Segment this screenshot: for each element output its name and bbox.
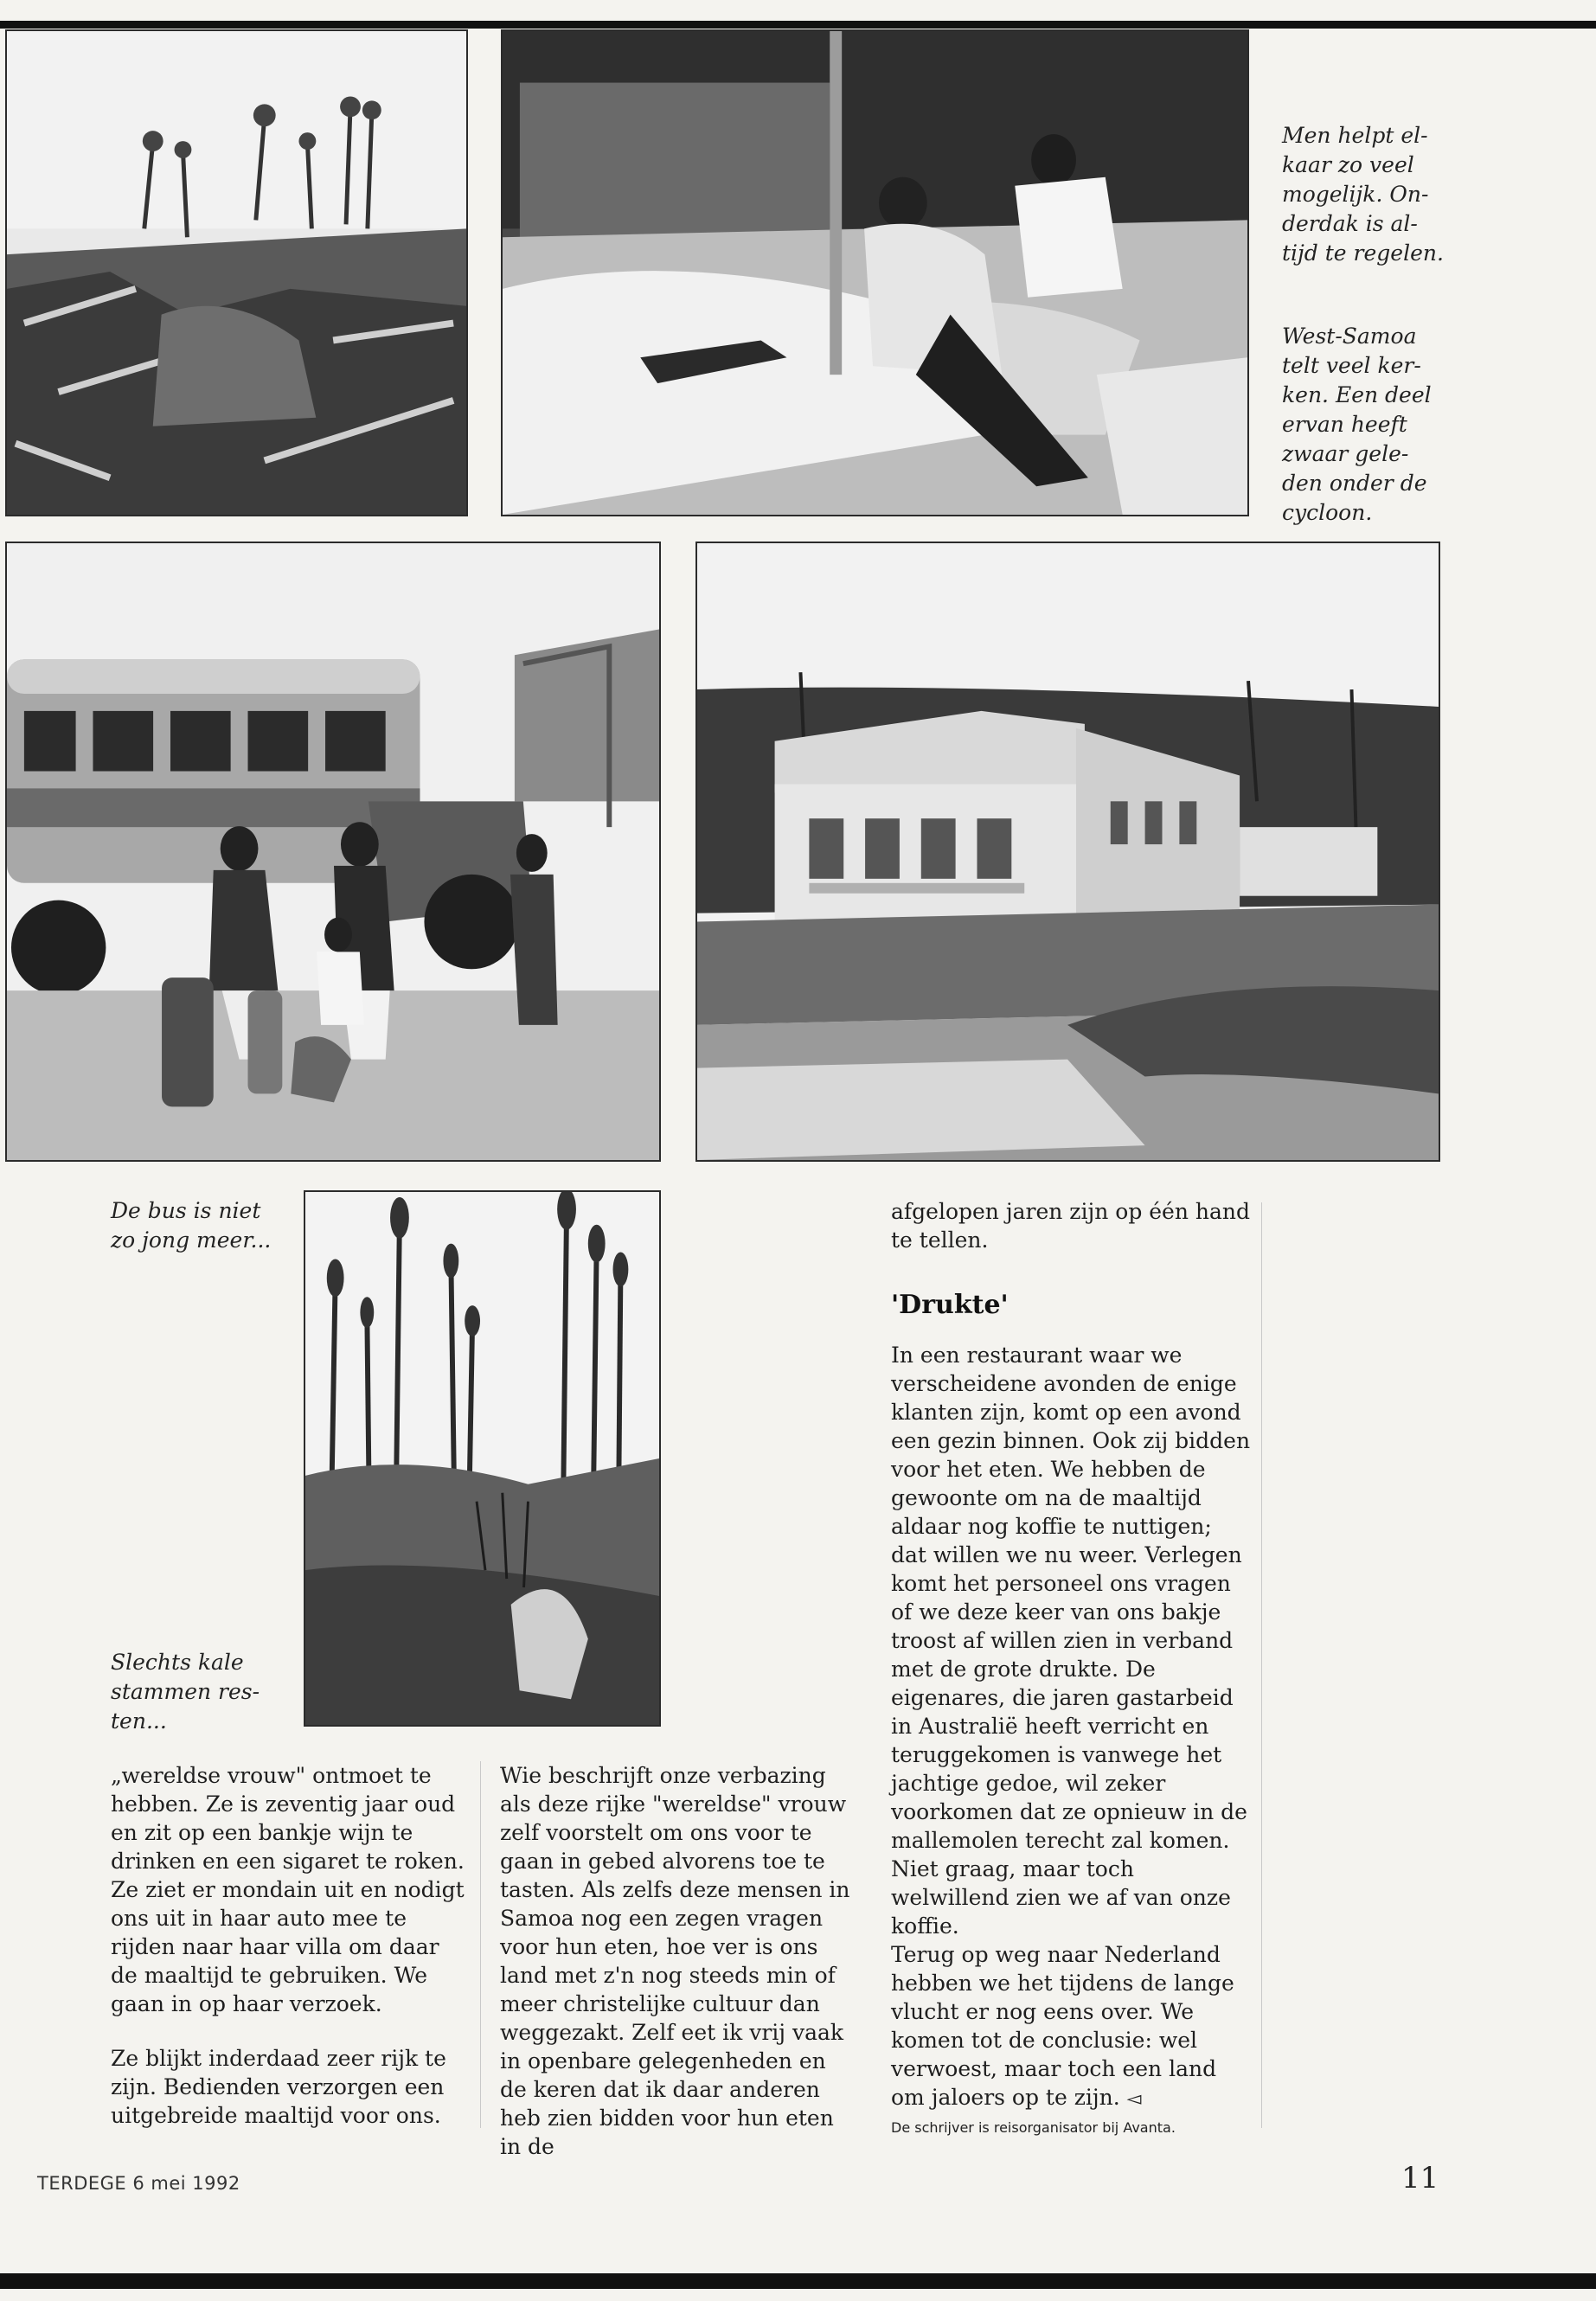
column-divider [480,1761,481,2128]
caption-bus: De bus is niet zo jong meer... [111,1198,272,1253]
end-mark-icon: ◅ [1126,2088,1142,2110]
caption-help: Men helpt el- kaar zo veel mogelijk. On- derdak is al- tijd te regelen. [1282,123,1444,266]
paragraph: In een restaurant waar we verscheidene avonden de enige klanten zijn, komt op een avond een gezin binnen. Ook zij bidden voor het eten. We hebben de gewoonte om na de maaltijd aldaar nog koffie te nuttigen; dat willen we nu weer. Verlegen komt het personeel ons vragen of we deze keer van ons bakje troost af willen zien in verband met de grote drukte. De eigenares, die jaren gastarbeid in Australië heeft verricht en teruggekomen is vanwege het jachtige gedoe, wil zeker voorkomen dat ze opnieuw in de mallemolen terecht zal komen. Niet graag, maar toch welwillend zien we af van onze koffie. [891,1343,1251,1939]
photo-bus [5,542,661,1162]
closing-paragraph-text: Terug op weg naar Nederland hebben we het tijdens de lange vlucht er nog eens over. We komen tot de conclusie: wel verwoest, maar toch een land om jaloers op te zijn. [891,1942,1234,2110]
text-column-3 [891,1197,1253,2138]
bottom-rule [0,2273,1596,2289]
photo-storm-damage [5,29,468,516]
storm-damage-image [7,31,466,515]
paragraph: Wie beschrijft onze verbazing als deze rijke "wereldse" vrouw zelf voorstelt om ons voor te gaan in gebed alvorens toe te tasten. Als zelfs deze mensen in Samoa nog een zegen vragen voor hun eten, hoe ver is ons land met z'n nog steeds min of meer christelijke cultuur dan weggezakt. Zelf eet ik vrij vaak in openbare gelegenheden en de keren dat ik daar anderen heb zien bidden voor hun eten in de [500,1763,850,2159]
paragraph: Ze blijkt inderdaad zeer rijk te zijn. Bedienden verzorgen een uitgebreide maaltijd voor ons. [111,2046,446,2128]
photo-church [695,542,1440,1162]
top-rule [0,21,1596,29]
photo-palm-trunks [304,1190,661,1727]
text-column-2 [500,1761,858,2161]
column-divider [1261,1202,1262,2128]
section-heading: 'Drukte' [891,1290,1009,1320]
church-image [697,543,1439,1160]
palm-trunks-image [305,1192,659,1725]
paragraph-intro: afgelopen jaren zijn op één hand te tellen. [891,1199,1251,1253]
caption-churches: West-Samoa telt veel ker- ken. Een deel ervan heeft zwaar gele- den onder de cycloon. [1282,324,1432,525]
paragraph [891,1940,1253,2113]
publication-footer: TERDEGE 6 mei 1992 [37,2173,240,2194]
paragraph: „wereldse vrouw" ontmoet te hebben. Ze is zeventig jaar oud en zit op een bankje wijn te drinken en een sigaret te roken. Ze ziet er mondain uit en nodigt ons uit in haar auto mee te rijden naar haar villa om daar de maaltijd te gebruiken. We gaan in op haar verzoek. [111,1763,465,2016]
text-column-1 [111,1761,469,2130]
page-number: 11 [1401,2161,1439,2195]
caption-trunks: Slechts kale stammen res- ten... [111,1650,260,1734]
author-credit: De schrijver is reisorganisator bij Avanta. [891,2119,1176,2136]
photo-family-shelter [501,29,1249,516]
family-shelter-image [503,31,1247,515]
bus-image [7,543,659,1160]
